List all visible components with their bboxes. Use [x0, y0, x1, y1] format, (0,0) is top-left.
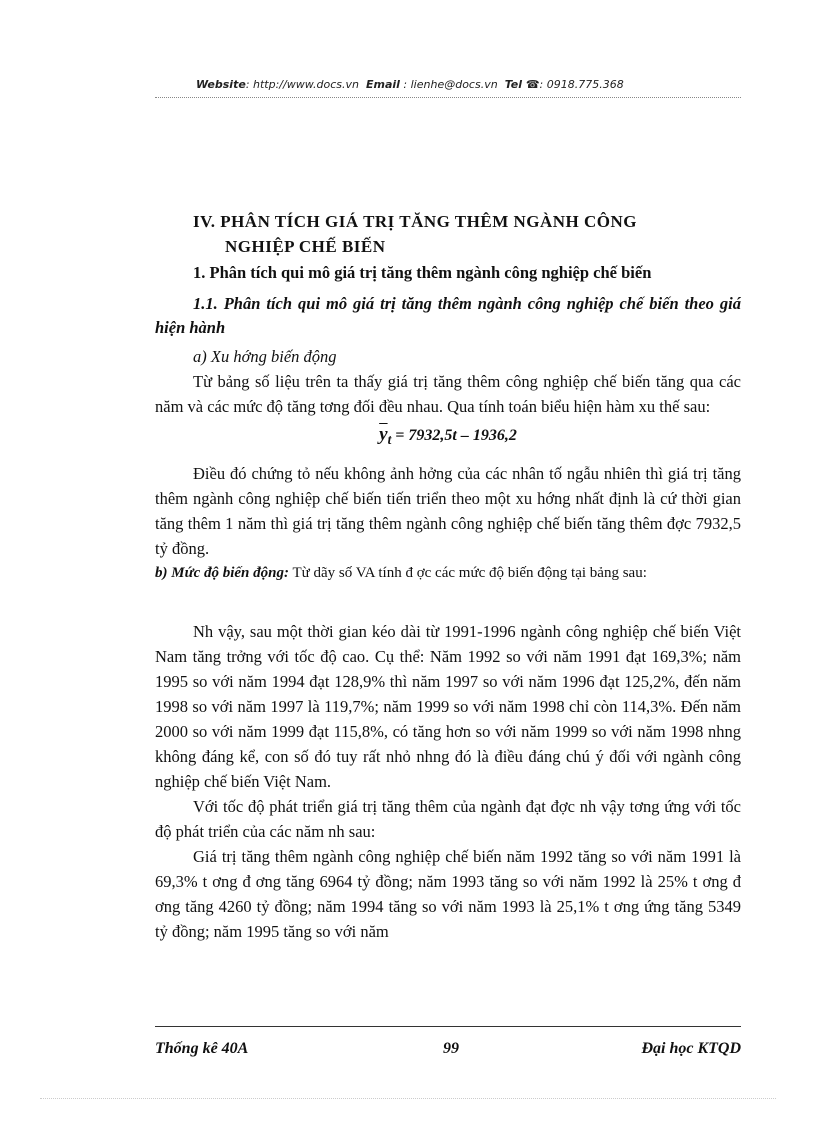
formula-rhs: = 7932,5t – 1936,2 — [395, 427, 517, 444]
subheading-b-text: Từ dãy số VA tính đ ợc các mức độ biến động tại bảng sau: — [288, 564, 647, 581]
footer-left: Thống kê 40A — [155, 1040, 249, 1057]
paragraph-interpretation: Điều đó chứng tỏ nếu không ảnh hởng của các nhân tố ngẫu nhiên thì giá trị tăng thêm ngành công nghiệp chế biến tiến triển theo một xu hớng nhất định là cứ thời gian tăng thêm 1 năm thì giá trị tăng thêm ngành công nghiệp chế biến tăng thêm đợc 7932,5 tỷ đồng. — [155, 463, 741, 558]
footer-divider — [155, 1026, 741, 1027]
section-title — [193, 210, 741, 259]
footer-right: Đại học KTQD — [641, 1040, 741, 1057]
paragraph-growth: Nh vậy, sau một thời gian kéo dài từ 1991-1996 ngành công nghiệp chế biến Việt Nam tăng trởng với tốc độ cao. Cụ thể: Năm 1992 so với năm 1991 đạt 169,3%; năm 1995 so với năm 1994 đạt 128,9% thì năm 1997 so với năm 1996 đạt 125,2%, đến năm 1998 so với năm 1997 là 119,7%; năm 1999 so với năm 1998 chỉ còn 114,3%. Đến năm 2000 so với năm 1999 đạt 115,8%, có tăng hơn so với năm 1999 so với năm 1998 nhng không đáng kể, con số đó tuy rất nhỏ nhng đó là điều đáng chú ý đối với ngành công nghiệp chế biến Việt Nam. — [155, 622, 741, 792]
section-title-line2: NGHIỆP CHẾ BIẾN — [225, 236, 386, 256]
paragraph-speed: Với tốc độ phát triển giá trị tăng thêm của ngành đạt đợc nh vậy tơng ứng với tốc độ phát triển của các năm nh sau: — [155, 797, 741, 842]
email-label: Email — [365, 78, 400, 91]
subheading-b-label: b) Mức độ biến động: — [155, 564, 289, 581]
table-placeholder-gap — [155, 585, 741, 619]
header-divider — [155, 97, 741, 98]
subheading-b — [155, 561, 741, 586]
page-number: 99 — [443, 1040, 459, 1057]
tel-number: : 0918.775.368 — [539, 78, 624, 91]
formula-subscript: t — [387, 432, 392, 448]
section-title-line1: IV. PHÂN TÍCH GIÁ TRỊ TĂNG THÊM NGÀNH CÔNG — [193, 212, 638, 231]
website-url[interactable]: : http://www.docs.vn — [245, 78, 359, 91]
email-address[interactable]: : lienhe@docs.vn — [399, 78, 498, 91]
heading-1-1: 1.1. Phân tích qui mô giá trị tăng thêm ngành công nghiệp chế biến theo giá hiện hành — [155, 293, 741, 337]
heading-1: 1. Phân tích qui mô giá trị tăng thêm ngành công nghiệp chế biến — [193, 263, 652, 282]
subheading-a: a) Xu hớng biến động — [193, 346, 337, 366]
page-body — [155, 210, 741, 944]
paragraph-trend: Từ bảng số liệu trên ta thấy giá trị tăng thêm công nghiệp chế biến tăng qua các năm và các mức độ tăng tơng đối đều nhau. Qua tính toán biểu hiện hàm xu thế sau: — [155, 372, 741, 416]
page-header — [196, 78, 624, 91]
paragraph-increase: Giá trị tăng thêm ngành công nghiệp chế biến năm 1992 tăng so với năm 1991 là 69,3% t ơng đ ơng tăng 6964 tỷ đồng; năm 1993 tăng so với năm 1992 là 25% t ơng đ ơng tăng 4260 tỷ đồng; năm 1994 tăng so với năm 1993 là 25,1% t ơng ứng tăng 5349 tỷ đồng; năm 1995 tăng so với năm — [155, 847, 741, 942]
trend-formula — [155, 423, 741, 453]
bottom-dotted-line — [40, 1098, 776, 1099]
website-label: Website — [196, 78, 246, 91]
tel-label: Tel ☎ — [504, 78, 540, 91]
formula-lhs: $\overline{y}$ — [379, 424, 388, 445]
